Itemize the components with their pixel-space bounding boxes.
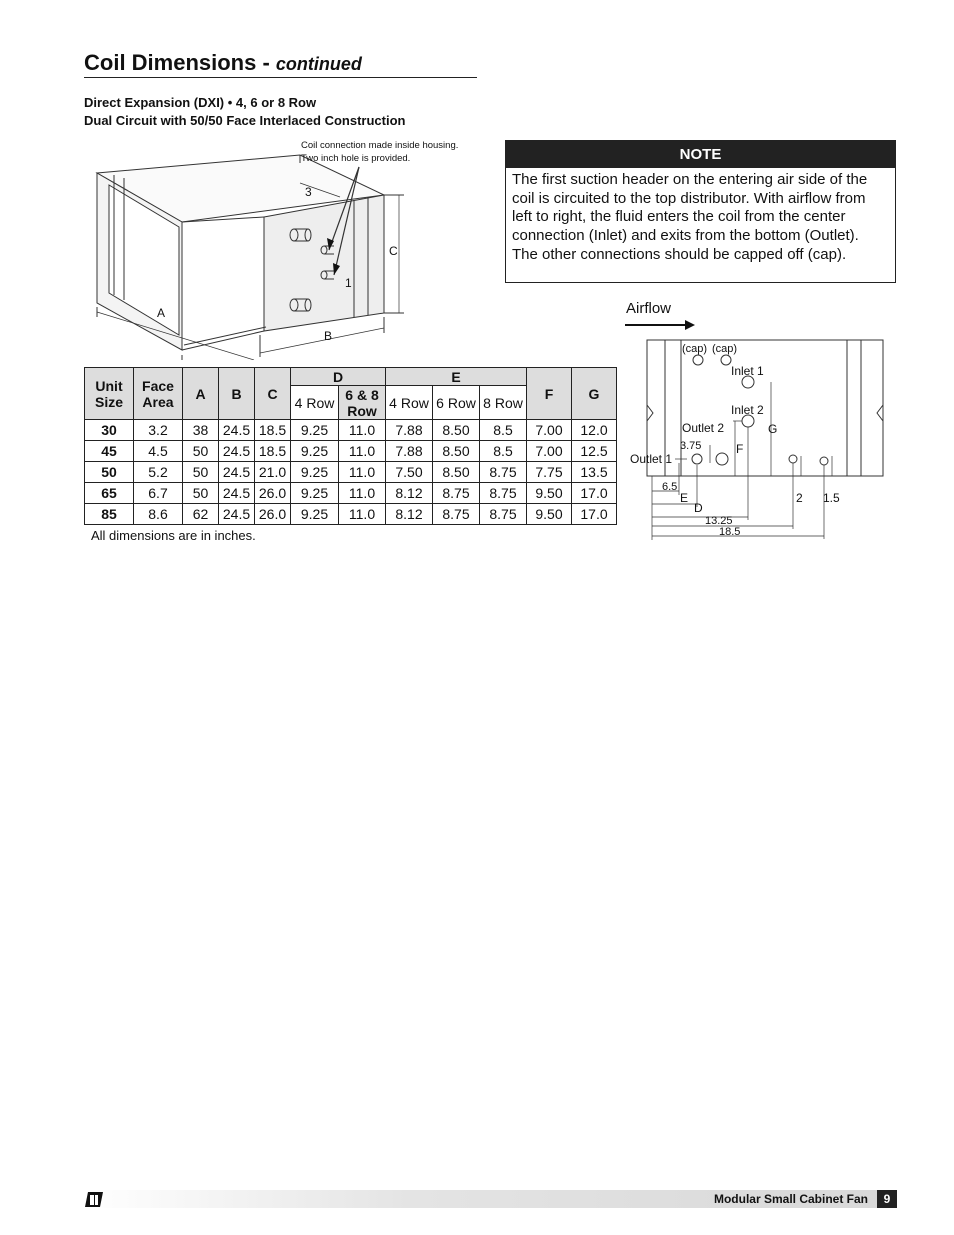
table-cell: 50 [183, 462, 219, 483]
table-cell: 8.75 [433, 504, 480, 525]
table-row [85, 441, 617, 462]
inlet-2-label: Inlet 2 [731, 403, 764, 417]
table-cell: 24.5 [219, 441, 255, 462]
col-face-area [134, 368, 183, 420]
table-cell: 9.25 [291, 462, 339, 483]
table-cell: 8.75 [480, 483, 527, 504]
dim-e-label: E [680, 491, 689, 505]
table-cell: 8.50 [433, 462, 480, 483]
table-cell: 26.0 [255, 483, 291, 504]
table-row [85, 420, 617, 441]
footer-product-name: Modular Small Cabinet Fan [713, 1192, 868, 1206]
table-cell: 13.5 [572, 462, 617, 483]
dim-1325-label: 13.25 [705, 515, 733, 527]
table-cell: 8.75 [433, 483, 480, 504]
table-cell: 30 [85, 420, 134, 441]
dim-label-a: A [157, 306, 166, 320]
table-cell: 50 [85, 462, 134, 483]
dim-15-label: 1.5 [823, 491, 840, 505]
table-cell: 8.50 [433, 420, 480, 441]
note-box [505, 140, 896, 283]
dim-g-label: G [768, 422, 778, 436]
inlet-1-label: Inlet 1 [731, 364, 764, 378]
table-cell: 24.5 [219, 462, 255, 483]
col-d: D [291, 368, 386, 386]
cap-label-2: (cap) [712, 343, 738, 355]
table-cell: 21.0 [255, 462, 291, 483]
table-cell: 7.88 [386, 420, 433, 441]
col-e-8row: 8 Row [480, 386, 527, 420]
table-cell: 9.25 [291, 504, 339, 525]
table-cell: 8.6 [134, 504, 183, 525]
col-e-4row: 4 Row [386, 386, 433, 420]
dim-label-c: C [389, 244, 398, 258]
table-cell: 17.0 [572, 504, 617, 525]
table-cell: 50 [183, 441, 219, 462]
table-cell: 7.88 [386, 441, 433, 462]
table-cell: 8.5 [480, 420, 527, 441]
col-g: G [572, 368, 617, 420]
airflow-arrow [625, 320, 695, 330]
table-cell: 50 [183, 483, 219, 504]
face-area-header: Face Area [142, 377, 174, 410]
table-cell: 11.0 [339, 462, 386, 483]
unit-size-header: Unit Size [94, 377, 123, 410]
title-divider [84, 77, 477, 78]
col-a: A [183, 368, 219, 420]
col-e-6row: 6 Row [433, 386, 480, 420]
table-cell: 18.5 [255, 441, 291, 462]
table-cell: 11.0 [339, 504, 386, 525]
dim-185-label: 18.5 [719, 526, 741, 538]
table-cell: 11.0 [339, 420, 386, 441]
page-title-text: Coil Dimensions - [84, 50, 270, 75]
table-cell: 24.5 [219, 420, 255, 441]
col-e: E [386, 368, 527, 386]
table-cell: 45 [85, 441, 134, 462]
dim-label-1: 1 [345, 276, 352, 290]
dim-label-3: 3 [305, 185, 312, 199]
subtitle-line-1: Direct Expansion (DXI) • 4, 6 or 8 Row [84, 95, 317, 110]
note-heading: NOTE [506, 141, 895, 168]
table-cell: 62 [183, 504, 219, 525]
table-cell: 8.50 [433, 441, 480, 462]
table-cell: 9.25 [291, 441, 339, 462]
table-cell: 8.75 [480, 462, 527, 483]
brand-logo [84, 1191, 104, 1208]
table-cell: 8.12 [386, 483, 433, 504]
table-cell: 8.12 [386, 504, 433, 525]
table-cell: 24.5 [219, 504, 255, 525]
dim-375-label: 3.75 [680, 440, 702, 452]
dim-label-b: B [324, 329, 333, 343]
col-unit-size [85, 368, 134, 420]
table-cell: 7.75 [527, 462, 572, 483]
table-cell: 6.7 [134, 483, 183, 504]
table-body [85, 420, 617, 525]
coil-dimensions-table [84, 367, 617, 525]
outlet-2-label: Outlet 2 [682, 421, 725, 435]
page-number: 9 [877, 1190, 897, 1208]
col-f: F [527, 368, 572, 420]
table-cell: 18.5 [255, 420, 291, 441]
page-title-suffix: continued [275, 54, 362, 74]
airflow-label: Airflow [626, 300, 672, 317]
table-cell: 9.50 [527, 504, 572, 525]
table-cell: 9.50 [527, 483, 572, 504]
table-footnote: All dimensions are in inches. [91, 528, 256, 543]
table-cell: 26.0 [255, 504, 291, 525]
dim-d-label: D [694, 501, 703, 515]
table-cell: 11.0 [339, 441, 386, 462]
table-cell: 3.2 [134, 420, 183, 441]
d-68row-header: 6 & 8 Row [345, 386, 379, 419]
table-row [85, 462, 617, 483]
outlet-1-label: Outlet 1 [630, 452, 673, 466]
dim-f-label: F [736, 442, 744, 456]
subtitle-line-2: Dual Circuit with 50/50 Face Interlaced Construction [84, 113, 406, 128]
table-cell: 7.00 [527, 420, 572, 441]
table-cell: 17.0 [572, 483, 617, 504]
table-cell: 38 [183, 420, 219, 441]
table-cell: 4.5 [134, 441, 183, 462]
coil-isometric-drawing [84, 135, 494, 360]
col-d-4row: 4 Row [291, 386, 339, 420]
table-cell: 7.50 [386, 462, 433, 483]
page-title [84, 50, 362, 76]
table-cell: 12.0 [572, 420, 617, 441]
dim-65-label: 6.5 [662, 481, 678, 493]
table-cell: 8.75 [480, 504, 527, 525]
cap-label-1: (cap) [682, 343, 708, 355]
dim-2-label: 2 [796, 491, 803, 505]
table-cell: 7.00 [527, 441, 572, 462]
table-cell: 9.25 [291, 420, 339, 441]
table-cell: 24.5 [219, 483, 255, 504]
table-cell: 65 [85, 483, 134, 504]
table-cell: 12.5 [572, 441, 617, 462]
note-body: The first suction header on the entering air side of the coil is circuited to the top distributor. With airflow from left to right, the fluid enters the coil from the center connection (Inlet) and exits from the bottom (Outlet). The other connections should be capped off (cap). [512, 171, 868, 263]
table-cell: 5.2 [134, 462, 183, 483]
airflow-connection-diagram [625, 295, 895, 545]
table-cell: 8.5 [480, 441, 527, 462]
col-b: B [219, 368, 255, 420]
table-cell: 85 [85, 504, 134, 525]
table-cell: 9.25 [291, 483, 339, 504]
col-d-68row [339, 386, 386, 420]
coil-callout-line-2: Two inch hole is provided. [301, 153, 411, 164]
table-row [85, 504, 617, 525]
table-cell: 11.0 [339, 483, 386, 504]
col-c: C [255, 368, 291, 420]
table-header-row-1 [85, 368, 617, 386]
table-row [85, 483, 617, 504]
coil-callout-line-1: Coil connection made inside housing. [301, 140, 459, 151]
